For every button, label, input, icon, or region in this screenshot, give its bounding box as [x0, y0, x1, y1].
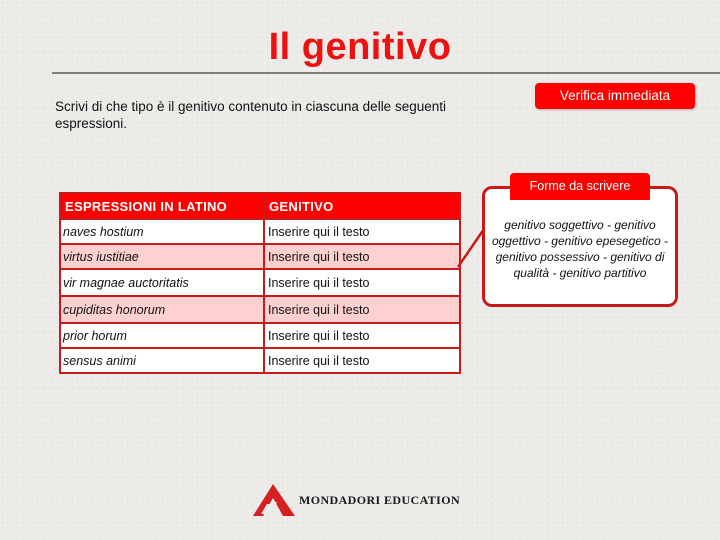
title-divider [52, 72, 720, 74]
publisher-name: MONDADORI EDUCATION [299, 492, 461, 507]
header-latin-expressions: ESPRESSIONI IN LATINO [60, 193, 264, 219]
instructions-text: Scrivi di che tipo è il genitivo contenuto in ciascuna delle seguenti espressioni. [55, 99, 446, 131]
table-row [60, 244, 460, 269]
header-genitive: GENITIVO [264, 193, 460, 219]
answer-field[interactable]: Inserire qui il testo [264, 269, 460, 296]
mondadori-a-logo-icon [251, 482, 299, 518]
table-row [60, 219, 460, 244]
publisher-logo [251, 481, 471, 519]
forms-list-text: genitivo soggettivo - genitivo oggettivo - genitivo epesegetico - genitivo possessivo - genitivo di qualità - genitivo partitivo [491, 218, 669, 280]
slide-title: Il genitivo [268, 26, 452, 68]
answer-field[interactable]: Inserire qui il testo [264, 348, 460, 373]
latin-expression: naves hostium [60, 219, 264, 244]
answer-field[interactable]: Inserire qui il testo [264, 219, 460, 244]
expressions-table [59, 192, 461, 374]
latin-expression: cupiditas honorum [60, 296, 264, 323]
latin-expression: vir magnae auctoritatis [60, 269, 264, 296]
table-row [60, 296, 460, 323]
latin-expression: virtus iustitiae [60, 244, 264, 269]
forms-callout-box [482, 186, 678, 307]
table-row [60, 269, 460, 296]
verify-button[interactable]: Verifica immediata [535, 83, 695, 109]
table-header-row [60, 193, 460, 219]
answer-field[interactable]: Inserire qui il testo [264, 296, 460, 323]
forms-callout-tab: Forme da scrivere [510, 173, 650, 200]
table-row [60, 323, 460, 348]
latin-expression: prior horum [60, 323, 264, 348]
answer-field[interactable]: Inserire qui il testo [264, 323, 460, 348]
answer-field[interactable]: Inserire qui il testo [264, 244, 460, 269]
table-row [60, 348, 460, 373]
latin-expression: sensus animi [60, 348, 264, 373]
